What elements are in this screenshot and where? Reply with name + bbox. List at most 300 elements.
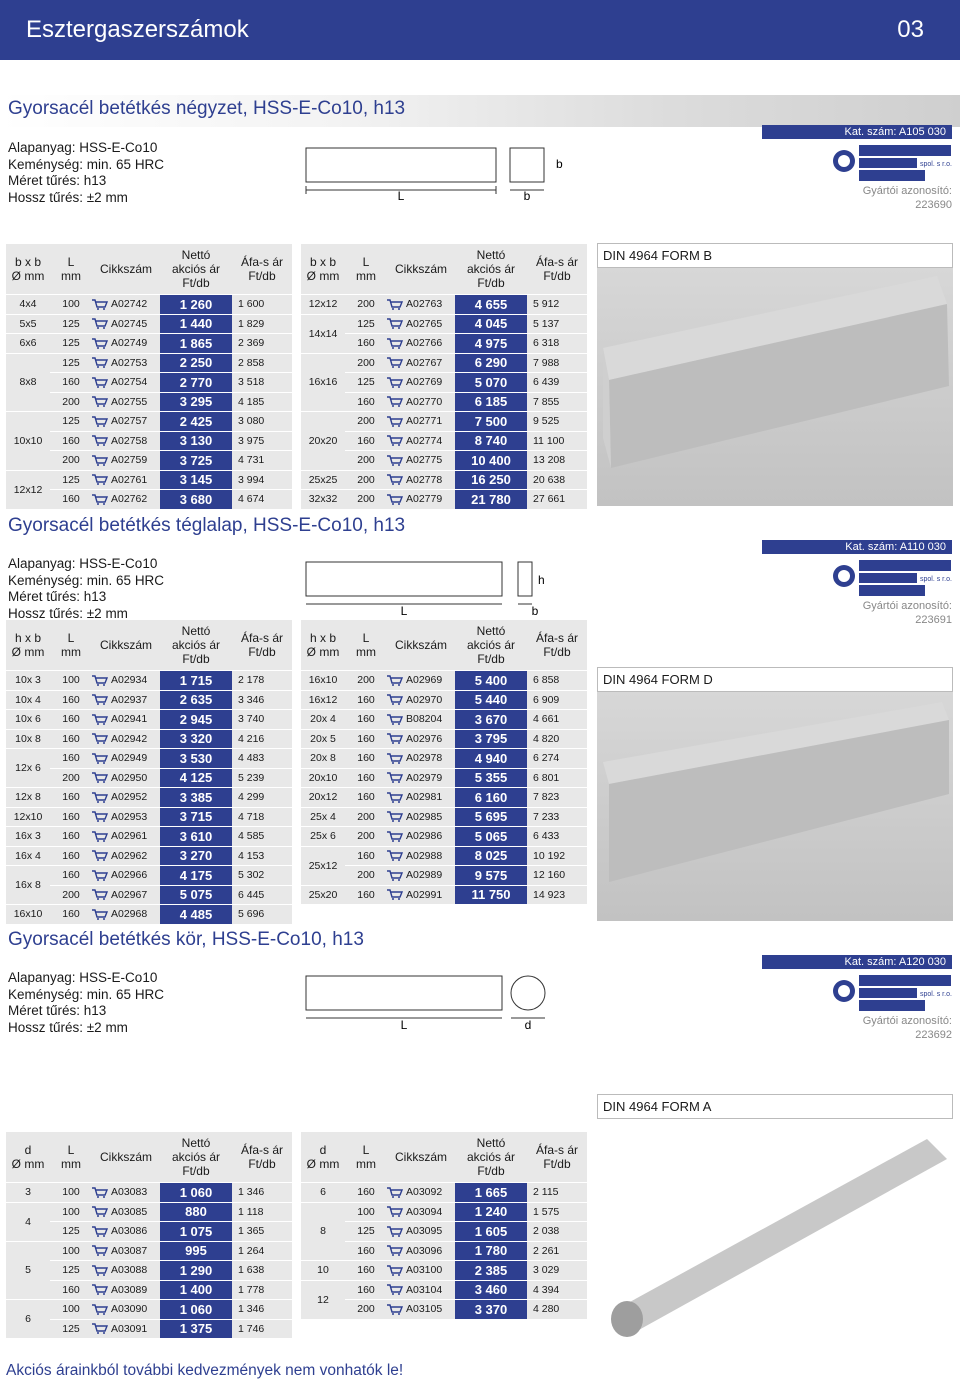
size-cell: 6 xyxy=(6,1300,50,1338)
shopping-cart-icon[interactable] xyxy=(387,675,403,686)
col-header: b x b Ø mm xyxy=(6,244,50,294)
net-price: 4 975 xyxy=(455,334,527,353)
article-code[interactable]: A03091 xyxy=(92,1320,160,1339)
article-code[interactable]: A02968 xyxy=(92,905,160,924)
vat-price: 4 185 xyxy=(232,393,292,412)
article-code[interactable]: A02970 xyxy=(387,691,455,710)
vat-price: 4 280 xyxy=(527,1300,587,1319)
length-cell: 125 xyxy=(345,315,387,334)
shopping-cart-icon[interactable] xyxy=(92,1265,108,1276)
article-code[interactable]: A02953 xyxy=(92,808,160,827)
length-cell: 160 xyxy=(50,730,92,749)
article-code[interactable]: A02952 xyxy=(92,788,160,807)
length-cell: 160 xyxy=(345,393,387,412)
article-code[interactable]: A02979 xyxy=(387,769,455,788)
length-cell: 125 xyxy=(50,1320,92,1339)
size-cell: 5x5 xyxy=(6,315,50,334)
vat-price: 14 923 xyxy=(527,886,587,905)
shopping-cart-icon[interactable] xyxy=(92,455,108,466)
col-header: Cikkszám xyxy=(92,620,160,670)
length-cell: 100 xyxy=(50,1203,92,1222)
article-code[interactable]: A02762 xyxy=(92,490,160,509)
table-row xyxy=(301,769,587,788)
article-code[interactable]: A02988 xyxy=(387,847,455,866)
footer-note: Akciós árainkból további kedvezmények nem vonhatók le! xyxy=(6,1362,404,1379)
table-row xyxy=(301,412,587,431)
vat-price: 2 858 xyxy=(232,354,292,373)
shopping-cart-icon[interactable] xyxy=(92,338,108,349)
shopping-cart-icon[interactable] xyxy=(387,396,403,407)
article-code[interactable]: A02934 xyxy=(92,671,160,690)
article-code[interactable]: A02969 xyxy=(387,671,455,690)
shopping-cart-icon[interactable] xyxy=(92,1245,108,1256)
article-code[interactable]: A03083 xyxy=(92,1183,160,1202)
strojirny-logo xyxy=(832,143,952,183)
shopping-cart-icon[interactable] xyxy=(92,357,108,368)
shopping-cart-icon[interactable] xyxy=(387,1226,403,1237)
size-cell: 16x 3 xyxy=(6,827,50,846)
properties-square: Alapanyag: HSS-E-Co10 Keménység: min. 65 HRC Méret tűrés: h13 Hossz tűrés: ±2 mm xyxy=(8,140,165,205)
shopping-cart-icon[interactable] xyxy=(92,318,108,329)
shopping-cart-icon[interactable] xyxy=(92,1187,108,1198)
length-cell: 200 xyxy=(50,886,92,905)
length-cell: 125 xyxy=(50,1261,92,1280)
table-row xyxy=(6,905,292,924)
vat-price: 1 346 xyxy=(232,1183,292,1202)
article-code[interactable]: A02775 xyxy=(387,451,455,470)
dim-b1: b xyxy=(556,157,563,171)
shopping-cart-icon[interactable] xyxy=(387,811,403,822)
size-cell: 25x 6 xyxy=(301,827,345,846)
shopping-cart-icon[interactable] xyxy=(92,299,108,310)
shopping-cart-icon[interactable] xyxy=(387,694,403,705)
shopping-cart-icon[interactable] xyxy=(92,494,108,505)
vat-price: 1 638 xyxy=(232,1261,292,1280)
shopping-cart-icon[interactable] xyxy=(92,831,108,842)
length-cell: 200 xyxy=(345,827,387,846)
length-cell: 100 xyxy=(50,671,92,690)
vat-price: 1 829 xyxy=(232,315,292,334)
size-cell: 16x10 xyxy=(301,671,345,690)
article-code[interactable]: A03090 xyxy=(92,1300,160,1319)
net-price: 1 075 xyxy=(160,1222,232,1241)
shopping-cart-icon[interactable] xyxy=(387,1265,403,1276)
shopping-cart-icon[interactable] xyxy=(92,850,108,861)
shopping-cart-icon[interactable] xyxy=(92,1304,108,1315)
table-row xyxy=(301,827,587,846)
shopping-cart-icon[interactable] xyxy=(387,1206,403,1217)
article-code[interactable]: A02766 xyxy=(387,334,455,353)
shopping-cart-icon[interactable] xyxy=(387,1304,403,1315)
vat-price: 5 912 xyxy=(527,295,587,314)
vat-price: 3 080 xyxy=(232,412,292,431)
length-cell: 160 xyxy=(50,788,92,807)
net-price: 1 260 xyxy=(160,295,232,314)
table-row xyxy=(301,471,587,490)
size-cell: 25x20 xyxy=(301,886,345,905)
shopping-cart-icon[interactable] xyxy=(387,377,403,388)
length-cell: 200 xyxy=(345,1300,387,1319)
article-code[interactable]: A02986 xyxy=(387,827,455,846)
article-code[interactable]: A02761 xyxy=(92,471,160,490)
article-code[interactable]: A03085 xyxy=(92,1203,160,1222)
table-row xyxy=(301,671,587,690)
net-price: 2 635 xyxy=(160,691,232,710)
length-cell: 200 xyxy=(345,412,387,431)
shopping-cart-icon[interactable] xyxy=(387,772,403,783)
table-row xyxy=(6,671,292,690)
shopping-cart-icon[interactable] xyxy=(387,435,403,446)
table-row xyxy=(6,827,292,846)
size-cell: 20x 5 xyxy=(301,730,345,749)
length-cell: 200 xyxy=(345,451,387,470)
table-row xyxy=(301,847,587,866)
size-cell: 16x12 xyxy=(301,691,345,710)
article-code[interactable]: A03092 xyxy=(387,1183,455,1202)
length-cell: 160 xyxy=(345,1261,387,1280)
vat-price: 6 909 xyxy=(527,691,587,710)
article-code[interactable]: A02966 xyxy=(92,866,160,885)
length-cell: 200 xyxy=(345,866,387,885)
strojirny-logo xyxy=(832,558,952,598)
shopping-cart-icon[interactable] xyxy=(92,772,108,783)
shopping-cart-icon[interactable] xyxy=(387,714,403,725)
net-price: 4 485 xyxy=(160,905,232,924)
table-row xyxy=(301,295,587,314)
net-price: 11 750 xyxy=(455,886,527,905)
vat-price: 3 029 xyxy=(527,1261,587,1280)
strojirny-logo xyxy=(832,973,952,1013)
article-code[interactable]: B08204 xyxy=(387,710,455,729)
size-cell: 20x10 xyxy=(301,769,345,788)
catalog-number: Kat. szám: A105 030 xyxy=(762,125,952,139)
col-header: Áfa-s ár Ft/db xyxy=(527,244,587,294)
shopping-cart-icon[interactable] xyxy=(387,1284,403,1295)
vat-price: 5 137 xyxy=(527,315,587,334)
size-cell: 12x 6 xyxy=(6,749,50,787)
length-cell: 125 xyxy=(50,315,92,334)
article-code[interactable]: A03095 xyxy=(387,1222,455,1241)
length-cell: 125 xyxy=(345,1222,387,1241)
vat-price: 2 261 xyxy=(527,1242,587,1261)
shopping-cart-icon[interactable] xyxy=(92,753,108,764)
article-code[interactable]: A03089 xyxy=(92,1281,160,1300)
price-table-round-left xyxy=(6,1131,292,1339)
shopping-cart-icon[interactable] xyxy=(92,811,108,822)
vat-price: 1 118 xyxy=(232,1203,292,1222)
net-price: 1 715 xyxy=(160,671,232,690)
article-code[interactable]: A02779 xyxy=(387,490,455,509)
article-code[interactable]: A03104 xyxy=(387,1281,455,1300)
net-price: 3 610 xyxy=(160,827,232,846)
properties-round: Alapanyag: HSS-E-Co10 Keménység: min. 65 HRC Méret tűrés: h13 Hossz tűrés: ±2 mm xyxy=(8,970,165,1035)
vat-price: 3 518 xyxy=(232,373,292,392)
shopping-cart-icon[interactable] xyxy=(92,675,108,686)
net-price: 5 065 xyxy=(455,827,527,846)
shopping-cart-icon[interactable] xyxy=(387,831,403,842)
din-label-d: DIN 4964 FORM D xyxy=(597,667,953,692)
size-cell: 6 xyxy=(301,1183,345,1202)
size-cell: 25x25 xyxy=(301,471,345,490)
length-cell: 160 xyxy=(50,432,92,451)
shopping-cart-icon[interactable] xyxy=(387,318,403,329)
dim-b2: b xyxy=(523,189,531,203)
shopping-cart-icon[interactable] xyxy=(92,474,108,485)
net-price: 1 060 xyxy=(160,1183,232,1202)
table-row xyxy=(301,788,587,807)
col-header: d Ø mm xyxy=(301,1132,345,1182)
article-code[interactable]: A02770 xyxy=(387,393,455,412)
header-title: Esztergaszerszámok xyxy=(26,16,249,43)
shopping-cart-icon[interactable] xyxy=(92,792,108,803)
net-price: 2 385 xyxy=(455,1261,527,1280)
shopping-cart-icon[interactable] xyxy=(387,455,403,466)
manufacturer-id: Gyártói azonosító: 223691 xyxy=(862,600,952,626)
table-row xyxy=(6,412,292,431)
net-price: 2 945 xyxy=(160,710,232,729)
shopping-cart-icon[interactable] xyxy=(387,792,403,803)
net-price: 1 780 xyxy=(455,1242,527,1261)
size-cell: 8 xyxy=(301,1203,345,1261)
shopping-cart-icon[interactable] xyxy=(92,1226,108,1237)
col-header: Cikkszám xyxy=(387,620,455,670)
col-header: Nettó akciós ár Ft/db xyxy=(455,244,527,294)
article-code[interactable]: A02985 xyxy=(387,808,455,827)
shopping-cart-icon[interactable] xyxy=(387,474,403,485)
dim-d: d xyxy=(524,1018,532,1032)
shopping-cart-icon[interactable] xyxy=(92,396,108,407)
shopping-cart-icon[interactable] xyxy=(387,299,403,310)
shopping-cart-icon[interactable] xyxy=(92,714,108,725)
article-code[interactable]: A02978 xyxy=(387,749,455,768)
article-code[interactable]: A03096 xyxy=(387,1242,455,1261)
article-code[interactable]: A02961 xyxy=(92,827,160,846)
din-label-a: DIN 4964 FORM A xyxy=(597,1094,953,1119)
size-cell: 5 xyxy=(6,1242,50,1300)
article-code[interactable]: A02941 xyxy=(92,710,160,729)
article-code[interactable]: A02778 xyxy=(387,471,455,490)
length-cell: 160 xyxy=(50,1281,92,1300)
article-code[interactable]: A02769 xyxy=(387,373,455,392)
article-code[interactable]: A02949 xyxy=(92,749,160,768)
length-cell: 200 xyxy=(345,471,387,490)
size-cell: 4x4 xyxy=(6,295,50,314)
net-price: 5 400 xyxy=(455,671,527,690)
article-code[interactable]: A02962 xyxy=(92,847,160,866)
net-price: 3 385 xyxy=(160,788,232,807)
length-cell: 100 xyxy=(345,1203,387,1222)
net-price: 3 725 xyxy=(160,451,232,470)
net-price: 4 045 xyxy=(455,315,527,334)
length-cell: 200 xyxy=(50,769,92,788)
shopping-cart-icon[interactable] xyxy=(387,1187,403,1198)
article-code[interactable]: A02749 xyxy=(92,334,160,353)
length-cell: 200 xyxy=(50,451,92,470)
col-header: Áfa-s ár Ft/db xyxy=(232,244,292,294)
article-code[interactable]: A02754 xyxy=(92,373,160,392)
article-code[interactable]: A02937 xyxy=(92,691,160,710)
article-code[interactable]: A02950 xyxy=(92,769,160,788)
net-price: 1 440 xyxy=(160,315,232,334)
size-cell: 16x16 xyxy=(301,354,345,412)
net-price: 5 355 xyxy=(455,769,527,788)
table-row xyxy=(6,808,292,827)
size-cell: 12x12 xyxy=(6,471,50,509)
manufacturer-id: Gyártói azonosító: 223690 xyxy=(862,185,952,211)
shopping-cart-icon[interactable] xyxy=(387,1245,403,1256)
article-code[interactable]: A03088 xyxy=(92,1261,160,1280)
length-cell: 100 xyxy=(50,1242,92,1261)
net-price: 5 075 xyxy=(160,886,232,905)
article-code[interactable]: A02976 xyxy=(387,730,455,749)
article-code[interactable]: A03087 xyxy=(92,1242,160,1261)
col-header: Cikkszám xyxy=(92,244,160,294)
net-price: 1 400 xyxy=(160,1281,232,1300)
article-code[interactable]: A02758 xyxy=(92,432,160,451)
size-cell: 20x20 xyxy=(301,412,345,470)
size-cell: 14x14 xyxy=(301,315,345,353)
shopping-cart-icon[interactable] xyxy=(92,909,108,920)
article-code[interactable]: A02991 xyxy=(387,886,455,905)
table-row xyxy=(301,490,587,509)
table-row xyxy=(301,886,587,905)
shopping-cart-icon[interactable] xyxy=(387,889,403,900)
svg-text:spol. s r.o.: spol. s r.o. xyxy=(920,161,952,168)
vat-price: 4 585 xyxy=(232,827,292,846)
length-cell: 125 xyxy=(50,334,92,353)
size-cell: 12 xyxy=(301,1281,345,1319)
vat-price: 4 661 xyxy=(527,710,587,729)
article-code[interactable]: A03086 xyxy=(92,1222,160,1241)
article-code[interactable]: A02967 xyxy=(92,886,160,905)
article-code[interactable]: A02942 xyxy=(92,730,160,749)
shopping-cart-icon[interactable] xyxy=(387,850,403,861)
article-code[interactable]: A02763 xyxy=(387,295,455,314)
shopping-cart-icon[interactable] xyxy=(387,357,403,368)
table-row xyxy=(6,315,292,334)
net-price: 4 175 xyxy=(160,866,232,885)
shopping-cart-icon[interactable] xyxy=(387,733,403,744)
col-header: Nettó akciós ár Ft/db xyxy=(160,1132,232,1182)
net-price: 1 865 xyxy=(160,334,232,353)
net-price: 995 xyxy=(160,1242,232,1261)
length-cell: 125 xyxy=(50,354,92,373)
shopping-cart-icon[interactable] xyxy=(92,416,108,427)
vat-price: 20 638 xyxy=(527,471,587,490)
vat-price: 1 264 xyxy=(232,1242,292,1261)
dim-b: b xyxy=(531,604,539,618)
article-code[interactable]: A02771 xyxy=(387,412,455,431)
vat-price: 2 038 xyxy=(527,1222,587,1241)
vat-price: 5 239 xyxy=(232,769,292,788)
drawing-round xyxy=(300,972,570,1034)
length-cell: 160 xyxy=(345,1242,387,1261)
article-code[interactable]: A02981 xyxy=(387,788,455,807)
shopping-cart-icon[interactable] xyxy=(387,416,403,427)
shopping-cart-icon[interactable] xyxy=(92,377,108,388)
vat-price: 6 801 xyxy=(527,769,587,788)
shopping-cart-icon[interactable] xyxy=(92,694,108,705)
article-code[interactable]: A02765 xyxy=(387,315,455,334)
vat-price: 1 575 xyxy=(527,1203,587,1222)
table-row xyxy=(301,354,587,373)
vat-price: 4 820 xyxy=(527,730,587,749)
col-header: h x b Ø mm xyxy=(6,620,50,670)
vat-price: 10 192 xyxy=(527,847,587,866)
table-row xyxy=(301,710,587,729)
vat-price: 1 346 xyxy=(232,1300,292,1319)
length-cell: 200 xyxy=(50,393,92,412)
article-code[interactable]: A02742 xyxy=(92,295,160,314)
vat-price: 1 365 xyxy=(232,1222,292,1241)
length-cell: 160 xyxy=(345,432,387,451)
table-row xyxy=(6,788,292,807)
article-code[interactable]: A02755 xyxy=(92,393,160,412)
vat-price: 7 855 xyxy=(527,393,587,412)
size-cell: 3 xyxy=(6,1183,50,1202)
article-code[interactable]: A03100 xyxy=(387,1261,455,1280)
shopping-cart-icon[interactable] xyxy=(387,338,403,349)
dim-L: L xyxy=(397,189,405,203)
length-cell: 125 xyxy=(50,1222,92,1241)
vat-price: 5 302 xyxy=(232,866,292,885)
length-cell: 200 xyxy=(345,671,387,690)
article-code[interactable]: A03094 xyxy=(387,1203,455,1222)
article-code[interactable]: A02759 xyxy=(92,451,160,470)
vat-price: 1 600 xyxy=(232,295,292,314)
size-cell: 20x 8 xyxy=(301,749,345,768)
shopping-cart-icon[interactable] xyxy=(92,435,108,446)
article-code[interactable]: A02745 xyxy=(92,315,160,334)
shopping-cart-icon[interactable] xyxy=(92,1206,108,1217)
length-cell: 160 xyxy=(50,691,92,710)
net-price: 3 130 xyxy=(160,432,232,451)
shopping-cart-icon[interactable] xyxy=(387,870,403,881)
size-cell: 10x 3 xyxy=(6,671,50,690)
svg-text:spol. s r.o.: spol. s r.o. xyxy=(920,576,952,583)
shopping-cart-icon[interactable] xyxy=(387,753,403,764)
net-price: 9 575 xyxy=(455,866,527,885)
article-code[interactable]: A02757 xyxy=(92,412,160,431)
article-code[interactable]: A02767 xyxy=(387,354,455,373)
price-table-square-right xyxy=(301,243,587,510)
vat-price: 4 731 xyxy=(232,451,292,470)
article-code[interactable]: A02774 xyxy=(387,432,455,451)
col-header: Nettó akciós ár Ft/db xyxy=(455,620,527,670)
shopping-cart-icon[interactable] xyxy=(92,889,108,900)
product-photo-rectangle xyxy=(597,692,953,921)
net-price: 5 695 xyxy=(455,808,527,827)
shopping-cart-icon[interactable] xyxy=(387,494,403,505)
length-cell: 125 xyxy=(50,471,92,490)
article-code[interactable]: A02989 xyxy=(387,866,455,885)
shopping-cart-icon[interactable] xyxy=(92,1323,108,1334)
vat-price: 3 740 xyxy=(232,710,292,729)
net-price: 3 460 xyxy=(455,1281,527,1300)
article-code[interactable]: A02753 xyxy=(92,354,160,373)
shopping-cart-icon[interactable] xyxy=(92,870,108,881)
vat-price: 1 746 xyxy=(232,1320,292,1339)
shopping-cart-icon[interactable] xyxy=(92,1284,108,1295)
section-title-square: Gyorsacél betétkés négyzet, HSS-E-Co10, h13 xyxy=(8,98,406,119)
net-price: 21 780 xyxy=(455,490,527,509)
shopping-cart-icon[interactable] xyxy=(92,733,108,744)
length-cell: 160 xyxy=(50,373,92,392)
dim-L: L xyxy=(400,604,408,618)
table-row xyxy=(6,1183,292,1202)
vat-price: 4 153 xyxy=(232,847,292,866)
article-code[interactable]: A03105 xyxy=(387,1300,455,1319)
